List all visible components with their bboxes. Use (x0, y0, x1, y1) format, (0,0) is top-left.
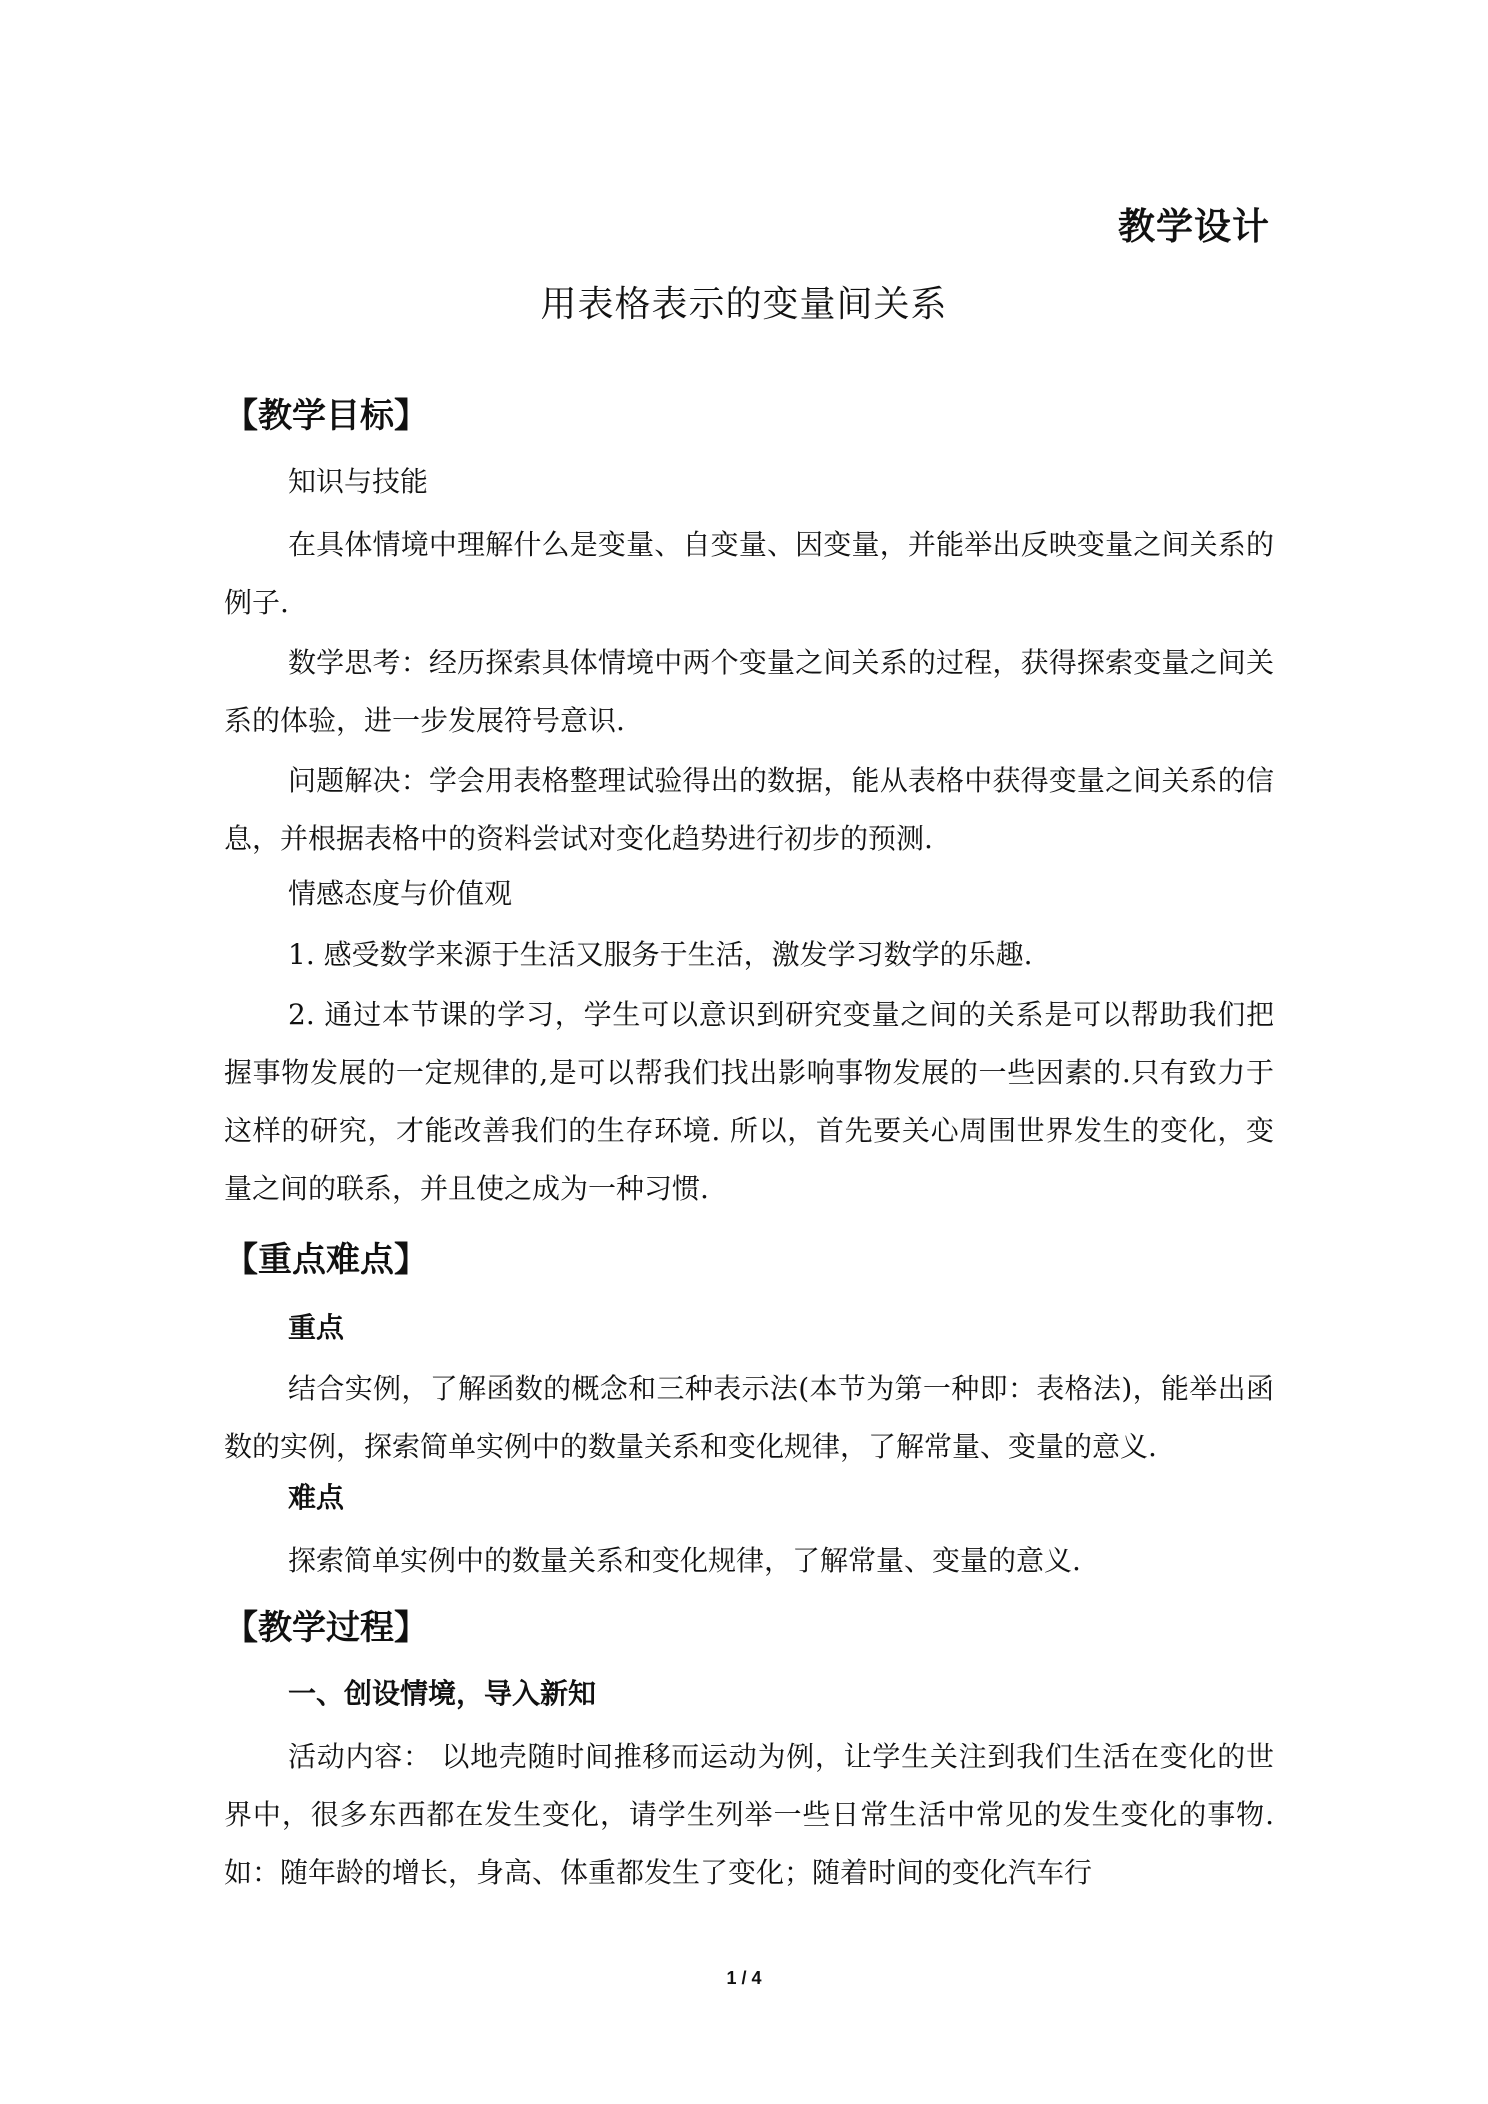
subheading-difficult-points: 难点 (288, 1481, 345, 1514)
subheading-key-points: 重点 (288, 1311, 345, 1344)
objectives-paragraph: 数学思考：经历探索具体情境中两个变量之间关系的过程，获得探索变量之间关系的体验，进一步发展符号意识. (224, 646, 1274, 737)
difficult-paragraph-block (224, 1532, 1274, 1590)
objectives-paragraph-1-block (224, 516, 1274, 632)
section-heading-keypoints: 【重点难点】 (224, 1240, 428, 1280)
subheading-step-1: 一、创设情境，导入新知 (288, 1677, 597, 1710)
key-points-paragraph: 结合实例，了解函数的概念和三种表示法(本节为第一种即：表格法)，能举出函数的实例，探索简单实例中的数量关系和变化规律，了解常量、变量的意义. (224, 1372, 1274, 1463)
objectives-paragraph-2-block (224, 634, 1274, 750)
key-paragraph-block (224, 1360, 1274, 1476)
objectives-paragraph-5-block (224, 986, 1274, 1218)
objectives-paragraph: 在具体情境中理解什么是变量、自变量、因变量，并能举出反映变量之间关系的例子. (224, 528, 1274, 619)
step1-paragraph-block (224, 1728, 1274, 1902)
objectives-paragraph: 问题解决：学会用表格整理试验得出的数据，能从表格中获得变量之间关系的信息，并根据表格中的资料尝试对变化趋势进行初步的预测. (224, 764, 1274, 855)
step1-subheading-block (224, 1672, 1274, 1716)
difficult-points-paragraph: 探索简单实例中的数量关系和变化规律，了解常量、变量的意义. (288, 1544, 1081, 1577)
objectives-paragraph-4-block (224, 926, 1274, 984)
page-number: 1 / 4 (726, 1968, 762, 1988)
subheading-emotion-values: 情感态度与价值观 (288, 877, 513, 910)
keypoints-heading-block (224, 1236, 1274, 1284)
emotion-subheading-block (224, 872, 1274, 916)
subheading-knowledge-skills: 知识与技能 (288, 465, 429, 498)
objectives-heading-block (224, 392, 1274, 440)
knowledge-subheading-block (224, 460, 1274, 504)
objectives-paragraph-3-block (224, 752, 1274, 868)
step-1-paragraph: 活动内容： 以地壳随时间推移而运动为例，让学生关注到我们生活在变化的世界中，很多东西都在发生变化，请学生列举一些日常生活中常见的发生变化的事物. 如：随年龄的增长，身高、体重都发生了变化；随着时间的变化汽车行 (224, 1740, 1274, 1889)
difficult-subheading-block (224, 1476, 1274, 1520)
document-title: 用表格表示的变量间关系 (540, 284, 948, 325)
objectives-paragraph: 1. 感受数学来源于生活又服务于生活，激发学习数学的乐趣. (288, 938, 1033, 971)
process-heading-block (224, 1604, 1274, 1652)
key-subheading-block (224, 1306, 1274, 1350)
section-heading-objectives: 【教学目标】 (224, 396, 428, 436)
section-heading-process: 【教学过程】 (224, 1608, 428, 1648)
objectives-paragraph: 2. 通过本节课的学习，学生可以意识到研究变量之间的关系是可以帮助我们把握事物发展的一定规律的,是可以帮我们找出影响事物发展的一些因素的.只有致力于这样的研究，才能改善我们的生存环境. 所以，首先要关心周围世界发生的变化，变量之间的联系，并且使之成为一种习惯. (224, 998, 1274, 1205)
document-type-label: 教学设计 (1118, 205, 1270, 248)
